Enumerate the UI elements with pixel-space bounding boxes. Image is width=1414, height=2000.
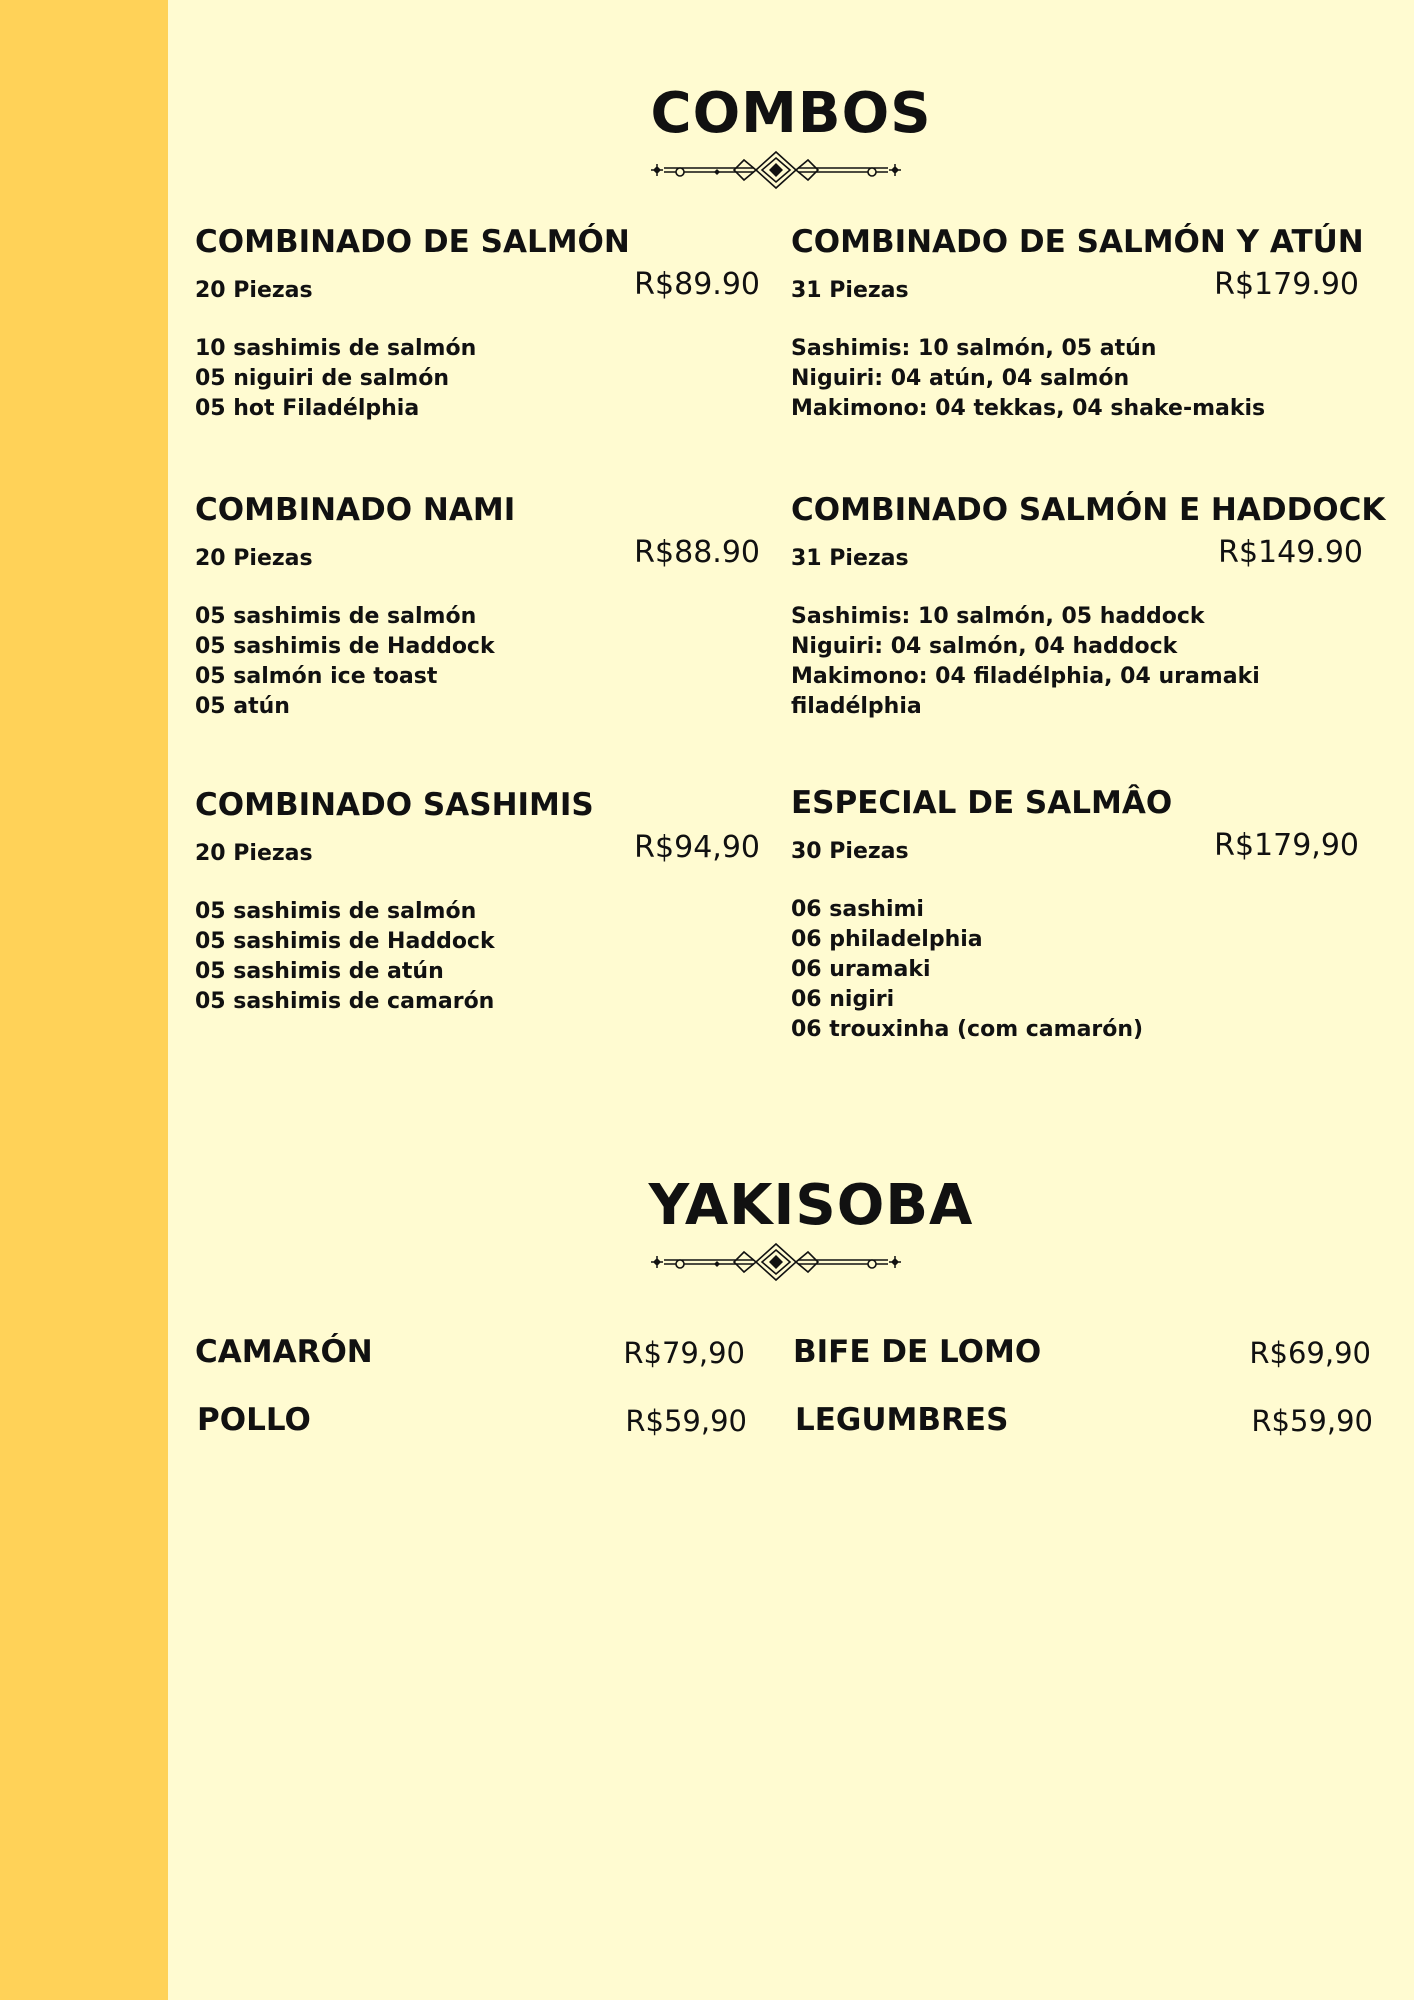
- combo-line: Makimono: 04 tekkas, 04 shake-makis: [791, 396, 1266, 421]
- ornament-divider-icon: [648, 1242, 904, 1282]
- ornament-divider-icon: [648, 150, 904, 190]
- combo-line: filadélphia: [791, 694, 922, 719]
- combo-pieces: 20 Piezas: [195, 546, 313, 571]
- yakisoba-item: [793, 1334, 1371, 1378]
- combo-line: 05 atún: [195, 694, 290, 719]
- combo-pieces: 20 Piezas: [195, 278, 313, 303]
- yakisoba-price: R$59,90: [1251, 1404, 1373, 1438]
- yakisoba-name: CAMARÓN: [195, 1334, 373, 1370]
- yakisoba-name: BIFE DE LOMO: [793, 1334, 1042, 1370]
- combo-price: R$179,90: [1214, 828, 1359, 863]
- yakisoba-item: [197, 1402, 747, 1446]
- combo-line: 10 sashimis de salmón: [195, 336, 477, 361]
- combo-line: 06 sashimi: [791, 897, 924, 922]
- yakisoba-name: POLLO: [197, 1402, 311, 1438]
- combo-name: COMBINADO DE SALMÓN: [195, 224, 630, 260]
- combo-item: [195, 224, 760, 464]
- sidebar-band: [0, 0, 168, 2000]
- combo-line: 05 salmón ice toast: [195, 664, 438, 689]
- combo-name: COMBINADO NAMI: [195, 492, 516, 528]
- combo-price: R$179.90: [1214, 267, 1359, 302]
- combo-name: COMBINADO DE SALMÓN Y ATÚN: [791, 224, 1364, 260]
- combo-pieces: 31 Piezas: [791, 278, 909, 303]
- combo-line: 06 trouxinha (com camarón): [791, 1017, 1144, 1042]
- combo-line: 05 hot Filadélphia: [195, 396, 420, 421]
- combo-line: 05 sashimis de Haddock: [195, 929, 495, 954]
- combo-line: 06 nigiri: [791, 987, 895, 1012]
- combo-price: R$89.90: [634, 267, 760, 302]
- combo-item: [791, 492, 1386, 732]
- combo-price: R$149.90: [1218, 535, 1363, 570]
- combo-line: 05 sashimis de salmón: [195, 899, 477, 924]
- yakisoba-item: [795, 1402, 1373, 1446]
- combo-line: 05 sashimis de camarón: [195, 989, 495, 1014]
- combo-item: [791, 224, 1364, 464]
- combos-title: COMBOS: [650, 81, 932, 146]
- combo-line: Niguiri: 04 salmón, 04 haddock: [791, 634, 1178, 659]
- combo-line: 05 niguiri de salmón: [195, 366, 449, 391]
- combo-line: 06 philadelphia: [791, 927, 983, 952]
- yakisoba-price: R$59,90: [625, 1404, 747, 1438]
- combo-line: Makimono: 04 filadélphia, 04 uramaki: [791, 664, 1260, 689]
- combo-name: COMBINADO SASHIMIS: [195, 787, 594, 823]
- combo-item: [195, 492, 760, 732]
- combo-price: R$94,90: [634, 830, 760, 865]
- combo-item: [195, 787, 760, 1027]
- combo-item: [791, 785, 1359, 1075]
- combo-pieces: 20 Piezas: [195, 841, 313, 866]
- combo-pieces: 31 Piezas: [791, 546, 909, 571]
- combo-line: Sashimis: 10 salmón, 05 haddock: [791, 604, 1205, 629]
- combo-line: 06 uramaki: [791, 957, 931, 982]
- combo-price: R$88.90: [634, 535, 760, 570]
- yakisoba-name: LEGUMBRES: [795, 1402, 1009, 1438]
- yakisoba-item: [195, 1334, 745, 1378]
- combo-line: 05 sashimis de Haddock: [195, 634, 495, 659]
- yakisoba-price: R$69,90: [1249, 1336, 1371, 1370]
- yakisoba-title: YAKISOBA: [648, 1173, 974, 1238]
- yakisoba-price: R$79,90: [623, 1336, 745, 1370]
- combo-name: ESPECIAL DE SALMÂO: [791, 785, 1173, 821]
- combo-line: 05 sashimis de salmón: [195, 604, 477, 629]
- combo-line: Niguiri: 04 atún, 04 salmón: [791, 366, 1130, 391]
- combo-line: 05 sashimis de atún: [195, 959, 444, 984]
- combo-name: COMBINADO SALMÓN E HADDOCK: [791, 492, 1386, 528]
- combo-pieces: 30 Piezas: [791, 839, 909, 864]
- combo-line: Sashimis: 10 salmón, 05 atún: [791, 336, 1157, 361]
